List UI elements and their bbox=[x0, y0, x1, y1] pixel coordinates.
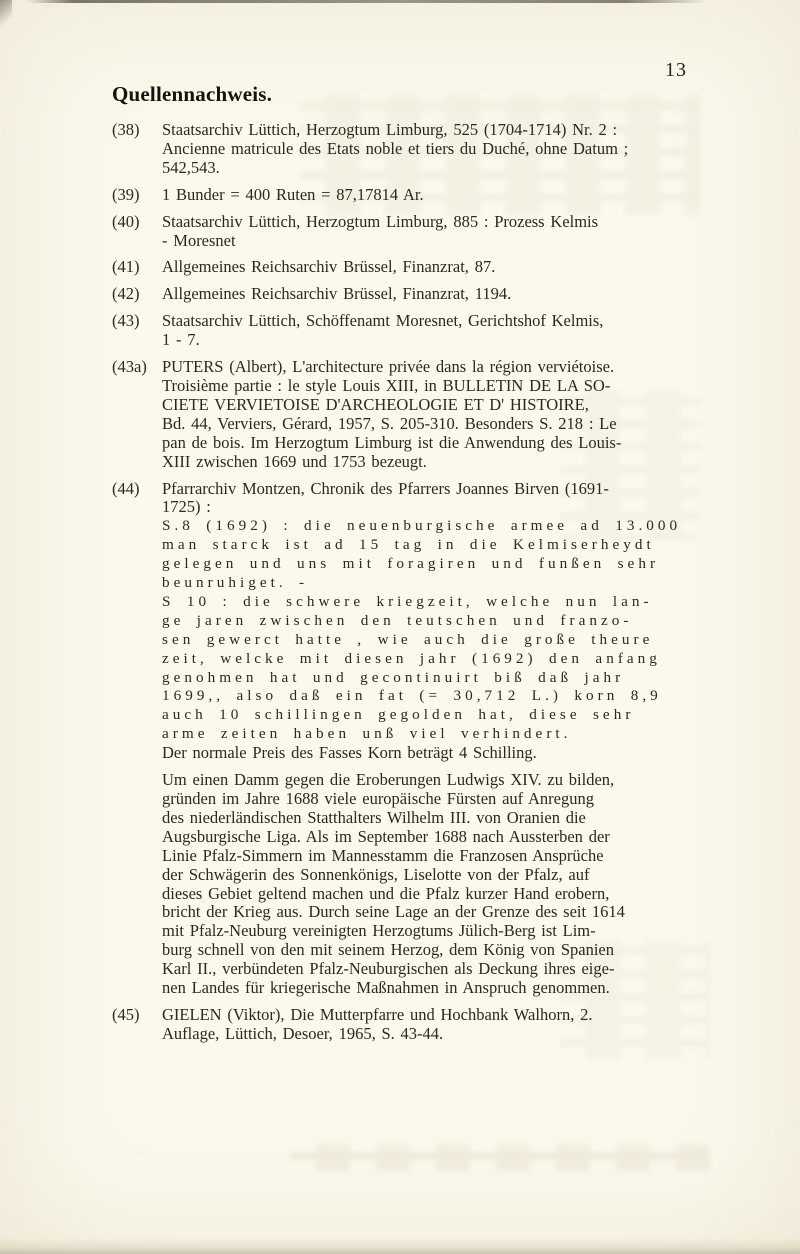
text-line: Pfarrarchiv Montzen, Chronik des Pfarrers Joannes Birven (1691- bbox=[162, 478, 609, 498]
quoted-text-line: zeit, welcke mit diesen jahr (1692) den anfang bbox=[162, 649, 661, 667]
quoted-text-line: arme zeiten haben unß viel verhindert. bbox=[162, 725, 572, 743]
reference-text bbox=[162, 186, 698, 205]
reference-number: (45) bbox=[112, 1004, 140, 1024]
text-line: 1 Bunder = 400 Ruten = 87,17814 Ar. bbox=[162, 184, 424, 204]
scan-edge-top bbox=[26, 0, 708, 3]
text-line: Allgemeines Reichsarchiv Brüssel, Finanzrat, 1194. bbox=[162, 284, 512, 304]
quoted-text-line: genohmen hat und gecontinuirt biß daß jahr bbox=[162, 668, 625, 686]
reference-entry bbox=[112, 1006, 698, 1044]
text-line: nen Landes für kriegerische Maßnahmen in Anspruch genommen. bbox=[162, 978, 610, 998]
scan-corner-mark bbox=[0, 0, 12, 30]
reference-text bbox=[162, 771, 698, 998]
quoted-text-line: 1699,, also daß ein fat (= 30,712 L.) korn 8,9 bbox=[162, 687, 662, 705]
reference-entry bbox=[112, 258, 698, 277]
reference-text bbox=[162, 1006, 698, 1044]
reference-entry bbox=[112, 312, 698, 350]
quoted-text-line: auch 10 schillingen gegolden hat, diese sehr bbox=[162, 706, 635, 724]
text-line: Staatsarchiv Lüttich, Herzogtum Limburg, 885 : Prozess Kelmis bbox=[162, 211, 599, 231]
text-line: Allgemeines Reichsarchiv Brüssel, Finanzrat, 87. bbox=[162, 257, 496, 277]
reference-number bbox=[112, 771, 162, 998]
reference-text bbox=[162, 121, 698, 178]
scan-edge-bottom bbox=[0, 1238, 800, 1254]
text-line: GIELEN (Viktor), Die Mutterpfarre und Hochbank Walhorn, 2. bbox=[162, 1004, 593, 1024]
text-line: der Schwägerin des Sonnenkönigs, Liselotte von der Pfalz, auf bbox=[162, 864, 590, 884]
reference-list bbox=[112, 121, 698, 1052]
reference-number: (44) bbox=[112, 478, 140, 498]
reference-number: (43) bbox=[112, 311, 140, 331]
text-line: 542,543. bbox=[162, 157, 220, 177]
text-line: dieses Gebiet geltend machen und die Pfalz kurzer Hand erobern, bbox=[162, 883, 610, 903]
reference-entry bbox=[112, 358, 698, 471]
reference-entry bbox=[112, 480, 698, 764]
reference-text bbox=[162, 258, 698, 277]
page-title: Quellennachweis. bbox=[112, 82, 273, 106]
reference-text bbox=[162, 285, 698, 304]
text-line: 1 - 7. bbox=[162, 330, 200, 350]
text-line: 1725) : bbox=[162, 497, 211, 517]
text-line: Bd. 44, Verviers, Gérard, 1957, S. 205-310. Besonders S. 218 : Le bbox=[162, 413, 617, 433]
text-line: burg schnell von den mit seinem Herzog, dem König von Spanien bbox=[162, 940, 614, 960]
quoted-text-line: man starck ist ad 15 tag in die Kelmiserheydt bbox=[162, 536, 655, 554]
text-line: mit Pfalz-Neuburg vereinigten Herzogtums Jülich-Berg ist Lim- bbox=[162, 921, 596, 941]
reference-number: (40) bbox=[112, 211, 140, 231]
text-line: gründen im Jahre 1688 viele europäische Fürsten auf Anregung bbox=[162, 789, 595, 808]
reference-entry bbox=[112, 213, 698, 251]
text-line: Karl II., verbündeten Pfalz-Neuburgischen als Deckung ihres eige- bbox=[162, 959, 615, 979]
reference-text bbox=[162, 213, 698, 251]
text-line: Linie Pfalz-Simmern im Mannesstamm die Franzosen Ansprüche bbox=[162, 845, 604, 865]
quoted-text-line: beunruhiget. - bbox=[162, 574, 309, 592]
text-line: Ancienne matricule des Etats noble et tiers du Duché, ohne Datum ; bbox=[162, 138, 629, 158]
page-number: 13 bbox=[665, 59, 687, 81]
text-line: des niederländischen Statthalters Wilhelm III. von Oranien die bbox=[162, 807, 586, 827]
reference-number: (38) bbox=[112, 120, 140, 139]
text-line: Auflage, Lüttich, Desoer, 1965, S. 43-44. bbox=[162, 1023, 444, 1043]
reference-text bbox=[162, 312, 698, 350]
text-line: - Moresnet bbox=[162, 230, 236, 250]
text-line: Staatsarchiv Lüttich, Schöffenamt Moresnet, Gerichtshof Kelmis, bbox=[162, 311, 604, 331]
text-line: Staatsarchiv Lüttich, Herzogtum Limburg, 525 (1704-1714) Nr. 2 : bbox=[162, 120, 618, 139]
reference-entry bbox=[112, 285, 698, 304]
text-line: Um einen Damm gegen die Eroberungen Ludwigs XIV. zu bilden, bbox=[162, 770, 615, 790]
text-line: CIETE VERVIETOISE D'ARCHEOLOGIE ET D' HISTOIRE, bbox=[162, 394, 589, 414]
text-line: bricht der Krieg aus. Durch seine Lage an der Grenze des seit 1614 bbox=[162, 902, 625, 922]
reference-text bbox=[162, 358, 698, 471]
text-line: pan de bois. Im Herzogtum Limburg ist die Anwendung des Louis- bbox=[162, 432, 622, 452]
reference-number: (41) bbox=[112, 257, 140, 277]
text-line: Troisième partie : le style Louis XIII, in BULLETIN DE LA SO- bbox=[162, 375, 611, 395]
quoted-text-line: sen gewerct hatte , wie auch die große theure bbox=[162, 630, 654, 648]
text-line: Der normale Preis des Fasses Korn beträgt 4 Schilling. bbox=[162, 743, 537, 763]
paragraph-block bbox=[112, 771, 698, 998]
quoted-text-line: ge jaren zwischen den teutschen und franzo- bbox=[162, 611, 633, 629]
reference-text bbox=[162, 480, 698, 764]
text-line: PUTERS (Albert), L'architecture privée dans la région verviétoise. bbox=[162, 357, 615, 377]
reference-number: (42) bbox=[112, 284, 140, 304]
reference-entry bbox=[112, 186, 698, 205]
text-line: XIII zwischen 1669 und 1753 bezeugt. bbox=[162, 451, 427, 471]
quoted-text-line: S 10 : die schwere kriegzeit, welche nun lan- bbox=[162, 592, 653, 610]
quoted-text-line: gelegen und uns mit foragiren und funßen sehr bbox=[162, 555, 660, 573]
text-line: Augsburgische Liga. Als im September 1688 nach Aussterben der bbox=[162, 826, 610, 846]
reference-number: (39) bbox=[112, 184, 140, 204]
quoted-text-line: S.8 (1692) : die neuenburgische armee ad 13.000 bbox=[162, 517, 682, 535]
reference-number: (43a) bbox=[112, 357, 147, 377]
reference-entry bbox=[112, 121, 698, 178]
